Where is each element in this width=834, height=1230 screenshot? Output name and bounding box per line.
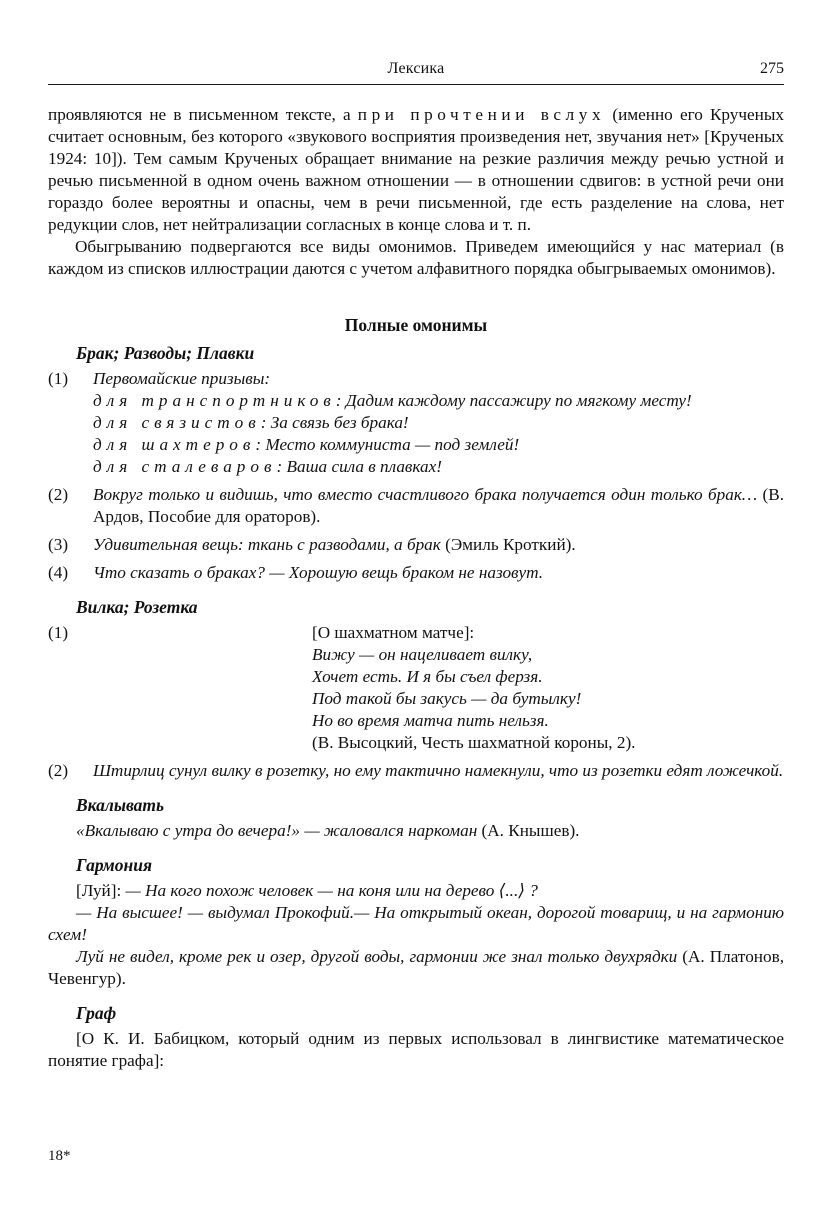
header-rule — [48, 84, 784, 85]
item-number: (3) — [48, 535, 69, 554]
entry-graf — [48, 1002, 784, 1072]
entry-text: [О К. И. Бабицком, который одним из первых использовал в лингвистике математическое понятие графа]: — [48, 1029, 784, 1070]
item-number: (1) — [48, 623, 69, 642]
poem-intro: [О шахматном матче]: — [312, 623, 475, 642]
dialogue-line — [48, 946, 784, 990]
list-item — [48, 760, 784, 782]
text-run: проявляются не в письменном тексте, а — [48, 105, 358, 124]
spaced-emphasis: при прочтении вслух — [357, 105, 606, 124]
entry-brak — [48, 342, 784, 584]
signature-mark: 18* — [48, 1148, 71, 1164]
item-source: (Эмиль Кроткий). — [440, 535, 576, 554]
list-item — [48, 484, 784, 528]
spaced-emphasis: для связистов — [93, 413, 261, 432]
item-quote: Вокруг только и видишь, что вместо счастливого брака получается один только брак… — [93, 485, 758, 504]
list-item — [48, 534, 784, 556]
dialogue-text: Луй не видел, кроме рек и озер, другой воды, гармонии же знал только двухрядки — [76, 947, 678, 966]
poem-line: Вижу — он нацеливает вилку, — [312, 645, 533, 664]
item-lead: Первомайские призывы: — [93, 369, 271, 388]
spaced-emphasis: для сталеваров — [93, 457, 277, 476]
quote-source: (А. Кнышев). — [477, 821, 580, 840]
entry-quote — [76, 820, 784, 842]
slogan-text: : Место коммуниста — под землей! — [255, 435, 520, 454]
slogan-line — [93, 434, 784, 456]
slogan-text: : Ваша сила в плавках! — [276, 457, 442, 476]
entry-garmoniya — [48, 854, 784, 990]
running-head-title: Лексика — [387, 60, 445, 77]
item-source: (В. Ардов, Пособие для ораторов). — [93, 485, 785, 526]
list-item — [48, 622, 784, 754]
speaker: [Луй]: — [76, 881, 126, 900]
body-text — [48, 104, 784, 1072]
slogan-text: : Дадим каждому пассажиру по мягкому месту! — [335, 391, 692, 410]
page-number: 275 — [760, 60, 784, 77]
intro-paragraph-2: Обыгрыванию подвергаются все виды омонимов. Приведем имеющийся у нас материал (в каждом из списков иллюстрации даются с учетом алфавитного порядка обыгрываемых омонимов). — [48, 237, 784, 278]
entry-heading: Гармония — [76, 855, 152, 875]
dialogue-line — [48, 880, 784, 902]
item-quote: Что сказать о браках? — Хорошую вещь браком не назовут. — [93, 563, 544, 582]
intro-paragraph-1 — [48, 104, 784, 236]
list-item — [48, 562, 784, 584]
entry-heading: Брак; Разводы; Плавки — [76, 343, 255, 363]
running-head — [48, 58, 784, 84]
item-quote: Штирлиц сунул вилку в розетку, но ему тактично намекнули, что из розетки едят ложечкой. — [93, 761, 784, 780]
entry-vkalyvat — [48, 794, 784, 842]
quote-text: «Вкалываю с утра до вечера!» — жаловался наркоман — [76, 821, 478, 840]
poem-line: Хочет есть. И я бы съел ферзя. — [312, 667, 543, 686]
list-item — [48, 368, 784, 478]
spaced-emphasis: для транспортников — [93, 391, 336, 410]
entry-heading: Граф — [76, 1003, 117, 1023]
dialogue-text: — На высшее! — выдумал Прокофий.— На открытый океан, дорогой товарищ, и на гармонию схем! — [48, 903, 784, 944]
entry-heading: Вилка; Розетка — [76, 597, 198, 617]
slogan-line — [93, 412, 784, 434]
slogan-line — [93, 390, 784, 412]
item-number: (1) — [48, 369, 69, 388]
quote-source: (А. Платонов, Чевенгур). — [48, 947, 784, 988]
slogan-line — [93, 456, 784, 478]
entry-heading: Вкалывать — [76, 795, 165, 815]
section-title: Полные омонимы — [344, 315, 488, 335]
poem-source: (В. Высоцкий, Честь шахматной короны, 2). — [312, 733, 636, 752]
poem-block — [312, 622, 784, 754]
item-number: (2) — [48, 485, 69, 504]
spaced-emphasis: для шахтеров — [93, 435, 256, 454]
poem-line: Под такой бы закусь — да бутылку! — [312, 689, 582, 708]
slogan-text: : За связь без брака! — [260, 413, 409, 432]
dialogue-line — [48, 902, 784, 946]
dialogue-text: — На кого похож человек — на коня или на дерево ⟨...⟩ ? — [125, 881, 538, 900]
entry-vilka — [48, 596, 784, 782]
poem-line: Но во время матча пить нельзя. — [312, 711, 549, 730]
item-quote: Удивительная вещь: ткань с разводами, а брак — [93, 535, 441, 554]
text-run: (именно его Крученых считает основным, без которого «звукового восприятия произведения нет, звучания нет» [Крученых 1924: 10]). Тем самым Крученых обращает внимание на резкие различия между речью устной и речью письменной в одном очень важном отношении — в отношении сдвигов: в устной речи они гораздо более вероятны и опасны, чем в речи письменной, где есть разделение на слова, нет редукции слов, нет нейтрализации согласных в конце слова и т. п. — [48, 105, 784, 234]
item-number: (2) — [48, 761, 69, 780]
item-number: (4) — [48, 563, 69, 582]
